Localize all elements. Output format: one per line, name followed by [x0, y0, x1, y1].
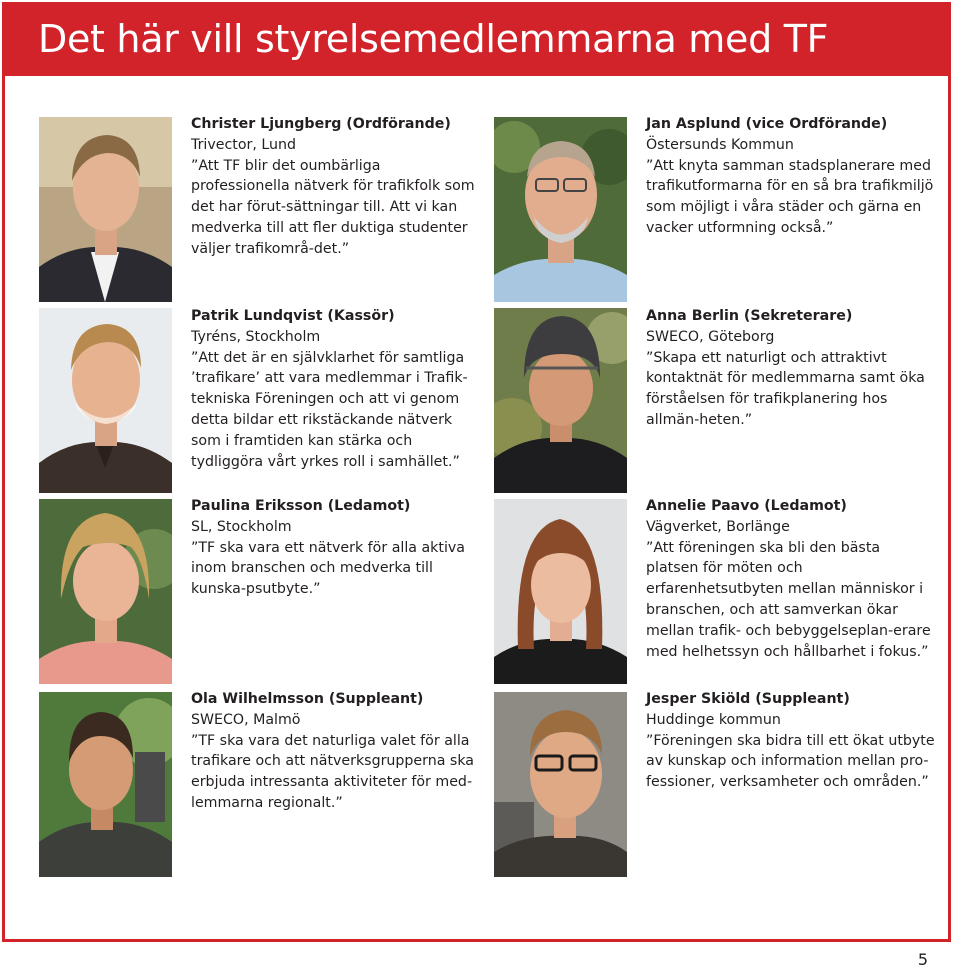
member-organization: Huddinge kommun: [646, 711, 781, 728]
member-quote: ”Att det är en självklarhet för samtliga ’trafikare’ att vara medlemmar i Trafik-tekniska Föreningen och att vi genom detta bildar ett rikstäckande nätverk som i framtiden kan stärka och tydliggöra vårt yrkes roll i samhället.”: [191, 349, 468, 470]
portrait-photo: [494, 499, 627, 684]
member-quote: ”Att TF blir det oumbärliga professionella nätverk för trafikfolk som det har förut-sättningar till. Att vi kan medverka till att fler duktiga studenter väljer trafikområ-det.”: [191, 157, 475, 257]
member-info: [646, 496, 936, 662]
portrait-photo: [494, 692, 627, 877]
member-quote: ”TF ska vara ett nätverk för alla aktiva inom branschen och medverka till kunska-psutbyte.”: [191, 539, 465, 598]
member-name: Patrik Lundqvist (Kassör): [191, 308, 395, 324]
member-info: [646, 114, 936, 239]
member-organization: Östersunds Kommun: [646, 136, 794, 153]
member-quote: ”Föreningen ska bidra till ett ökat utbyte av kunskap och information mellan pro-fessioner, verksamheter och områden.”: [646, 732, 935, 791]
member-name: Christer Ljungberg (Ordförande): [191, 116, 451, 132]
member-organization: SL, Stockholm: [191, 518, 292, 535]
member-info: [191, 306, 481, 472]
member-name: Anna Berlin (Sekreterare): [646, 308, 853, 324]
member-name: Paulina Eriksson (Ledamot): [191, 498, 411, 514]
portrait-photo: [494, 308, 627, 493]
page-number: 5: [917, 950, 928, 969]
member-info: [191, 114, 481, 260]
member-quote: ”Att knyta samman stadsplanerare med trafikutformarna för en så bra trafikmiljö som möjligt i våra städer och gärna en vacker utformning också.”: [646, 157, 934, 236]
member-quote: ”TF ska vara det naturliga valet för alla trafikare och att nätverksgrupperna ska erbjuda intressanta aktiviteter för med-lemmarna regionalt.”: [191, 732, 474, 811]
portrait-photo: [39, 499, 172, 684]
portrait-photo: [39, 308, 172, 493]
member-organization: Trivector, Lund: [191, 136, 297, 153]
member-info: [191, 689, 481, 814]
member-organization: Tyréns, Stockholm: [191, 328, 321, 345]
member-info: [191, 496, 481, 600]
member-name: Annelie Paavo (Ledamot): [646, 498, 847, 514]
member-organization: SWECO, Malmö: [191, 711, 301, 728]
member-info: [646, 306, 936, 431]
portrait-photo: [39, 692, 172, 877]
portrait-photo: [494, 117, 627, 302]
member-quote: ”Skapa ett naturligt och attraktivt kontaktnät för medlemmarna samt öka förståelsen för trafikplanering hos allmän-heten.”: [646, 349, 925, 428]
member-organization: SWECO, Göteborg: [646, 328, 775, 345]
member-quote: ”Att föreningen ska bli den bästa platsen för möten och erfarenhetsutbyten mellan människor i branschen, och att samverkan ökar mellan trafik- och bebyggelseplan-erare med helhetssyn och hållbarhet i fokus.”: [646, 539, 931, 660]
page-title: Det här vill styrelsemedlemmarna med TF: [38, 17, 829, 61]
member-name: Jesper Skiöld (Suppleant): [646, 691, 850, 707]
member-organization: Vägverket, Borlänge: [646, 518, 790, 535]
page-header: [2, 2, 951, 76]
portrait-photo: [39, 117, 172, 302]
member-info: [646, 689, 936, 793]
member-name: Ola Wilhelmsson (Suppleant): [191, 691, 424, 707]
member-name: Jan Asplund (vice Ordförande): [646, 116, 888, 132]
